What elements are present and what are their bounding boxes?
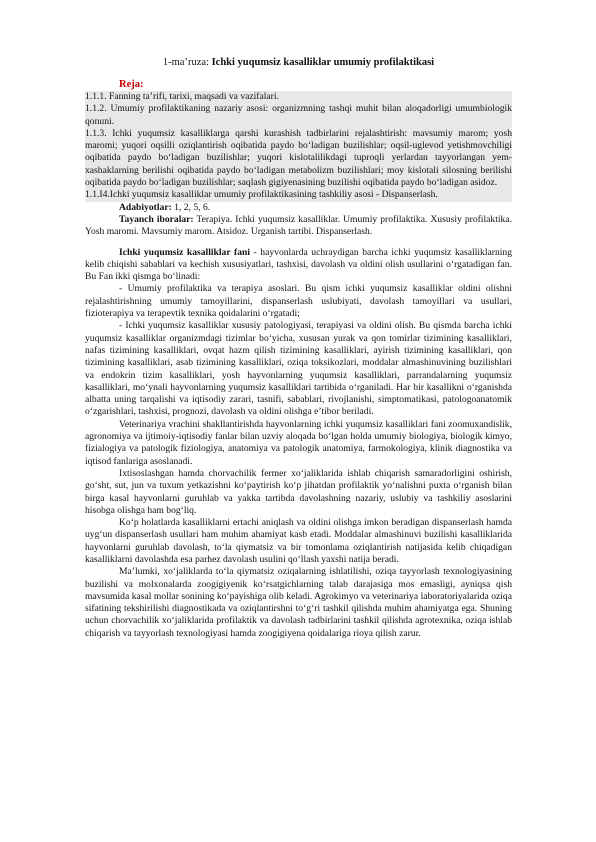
keywords-line bbox=[85, 214, 512, 239]
subject-definition: - hayvonlarda uchraydigan barcha ichki yuqumsiz kasalliklarning kelib chiqishi sabablari va kechish xususiyatlari, tashxisi, davolash va oldini olish usullarini o‘rgatadigan fan. Bu Fan ikki qismga bo‘linadi: bbox=[85, 246, 512, 283]
body-paragraph: Ixtisoslashgan hamda chorvachilik fermer xo‘jaliklarida ishlab chiqarish samaradorligini oshirish, go‘sht, sut, jun va tuxum yetkazishni ko‘paytirish ko‘p jihatdan profilaktik yo‘nalishni puxta o‘rganish bilan birga kasal hayvonlarni guruhlab va yakka tartibda davolashning nazariy, uslubiy va tashkiliy asoslarini hisobga olishga ham bog‘liq. bbox=[85, 467, 512, 516]
literature-value: 1, 2, 5, 6. bbox=[171, 201, 211, 213]
body-paragraph: Ko‘p holatlarda kasalliklarni ertachi aniqlash va oldini olishga imkon beradigan dispanserlash hamda uyg‘un dispanserlash usullari ham muhim ahamiyat kasb etadi. Moddalar almashinuvi buzilishi kasalliklarida hayvonlarni guruhlab davolash, to‘la qiymatsiz va bir tomonlama oziqlantirish natijasida kelib chiqadigan kasalliklarni davolashda esa parhez davolash usulini qo‘llash yaxshi natija beradi. bbox=[85, 517, 512, 565]
body-paragraph bbox=[85, 247, 512, 284]
literature-label: Adabiyotlar: bbox=[119, 201, 172, 213]
plan-item: 1.1.1. Fanning ta’rifi, tarixi, maqsadi va vazifalari. bbox=[85, 91, 279, 102]
body-paragraph: Veterinariya vrachini shakllantirishda hayvonlarning ichki yuqumsiz kasalliklari fani zoomuxandislik, agronomiya va ijtimoiy-iqtisodiy fanlar bilan uzviy aloqada bo‘lgan holda umumiy biologiya, biologik kimyo, fizialogiya va patologik fiziologiya, anatomiya va patologik anatomiya, farmokologiya, klinik diagnostika va iqtisod fanlariga asoslanadi. bbox=[85, 418, 512, 467]
keywords-value: Terapiya. Ichki yuqumsiz kasalliklar. Umumiy profilaktika. Xususiy profilaktika. Yosh maromi. Mavsumiy marom. Atsidoz. Urganish tartibi. Dispanserlash. bbox=[85, 213, 512, 238]
lecture-title bbox=[85, 56, 512, 70]
document-page bbox=[85, 56, 512, 640]
plan-heading: Reja: bbox=[119, 79, 144, 90]
lecture-number: 1-ma’ruza: bbox=[162, 57, 212, 68]
keywords-label: Tayanch iboralar: bbox=[119, 213, 194, 225]
lecture-topic: Ichki yuqumsiz kasalliklar umumiy profilaktikasi bbox=[211, 57, 435, 68]
plan-item: 1.1.I4.Ichki yuqumsiz kasalliklar umumiy profilaktikasining tashkiliy asosi - Dispanserlash. bbox=[85, 189, 438, 201]
body-paragraph: - Umumiy profilaktika va terapiya asoslari. Bu qism ichki yuqumsiz kasalliklar oldini olishni rejalashtirishning umumiy tamoyillarini, dispanserlash uslubiyati, davolash tamoyillari va usullari, fizioterapiya va terapevtik texnika qoidalarini o‘rgatadi; bbox=[85, 283, 512, 320]
plan-list bbox=[85, 91, 512, 202]
body-paragraph: Ma’lumki, xo‘jaliklarda to‘la qiymatsiz oziqalarning ishlatilishi, oziqa tayyorlash texnologiyasining buzilishi va molxonalarda zoogigiyenik ko‘rsatgichlarning talab darajasiga mos emasligi, ayniqsa qish mavsumida kasal mollar sonining ko‘payishiga olib keladi. Agrokimyo va veterinariya laboratoriyalarida oziqa sifatining tekshirilishi diagnostikada va oziqlantirshni to‘g‘ri tashkil qilishda muhim ahamiyatga ega. Shuning uchun chorvachilik xo‘jaliklarida profilaktik va davolash tadbirlarini tashkil qilishda agrotexnika, oziqa ishlab chiqarish va tayyorlash texnologiyasi hamda zoogigiyena qoidalariga rioya qilish zarur. bbox=[85, 566, 512, 639]
body-paragraph: - Ichki yuqumsiz kasalliklar xususiy patologiyasi, terapiyasi va oldini olish. Bu qismda barcha ichki yuqumsiz kasalliklar organizmdagi tizimlar bo‘yicha, xususan yurak va qon tomirlar tizimining kasalliklari, nafas tizimining kasalliklari, ovqat hazm qilish tizimining kasalliklari, ayirish tizimining kasalliklari, qon tizimining kasalliklari, asab tizimining kasalliklari, oziqa toksikozlari, moddalar almashinuvining buzilishlari va endokrin tizim kasalliklari, yosh hayvonlarning yuqumsiz kasalliklari, parrandalarning yuqumsiz kasalliklari, mo‘ynali hayvonlarning yuqumsiz kasalliklari tartibida o‘rganiladi. Har bir kasallikni o‘rganishda albatta uning tarqalishi va iqtisodiy zarari, tasnifi, sabablari, rivojlanishi, simptomatikasi, patologoanatomik o‘zgarishlari, tashxisi, prognozi, davolash va oldini olishga e’tibor beriladi. bbox=[85, 320, 512, 418]
plan-item: 1.1.3. Ichki yuqumsiz kasalliklarga qarshi kurashish tadbirlarini rejalashtirish: mavsumiy marom; yosh maromi; yuqori oqsilli oziqlantirish oqibatida paydo bo‘ladigan buzilishlar; oqsil-uglevod yetishmovchiligi oqibatida paydo bo‘ladigan buzilishlar; yuqori kislotalilikdagi tuproqli yerlardan tayyorlangan yem-xashaklarning berilishi oqibatida paydo bo‘ladigan metabolizm buzilishlari; moy kislotali silosning berilishi oqibatida paydo bo‘ladigan buzilishlar; saqlash gigiyenasining buzilishi oqibatida paydo bo‘ladigan asidoz. bbox=[85, 127, 512, 189]
literature-line bbox=[85, 202, 512, 214]
subject-term: Ichki yuqumsiz kasalliklar fani bbox=[119, 246, 250, 258]
plan-item: 1.1.2. Umumiy profilaktikaning nazariy asosi: organizmning tashqi muhit bilan aloqadorligi umumbiologik qonuni. bbox=[85, 103, 512, 127]
